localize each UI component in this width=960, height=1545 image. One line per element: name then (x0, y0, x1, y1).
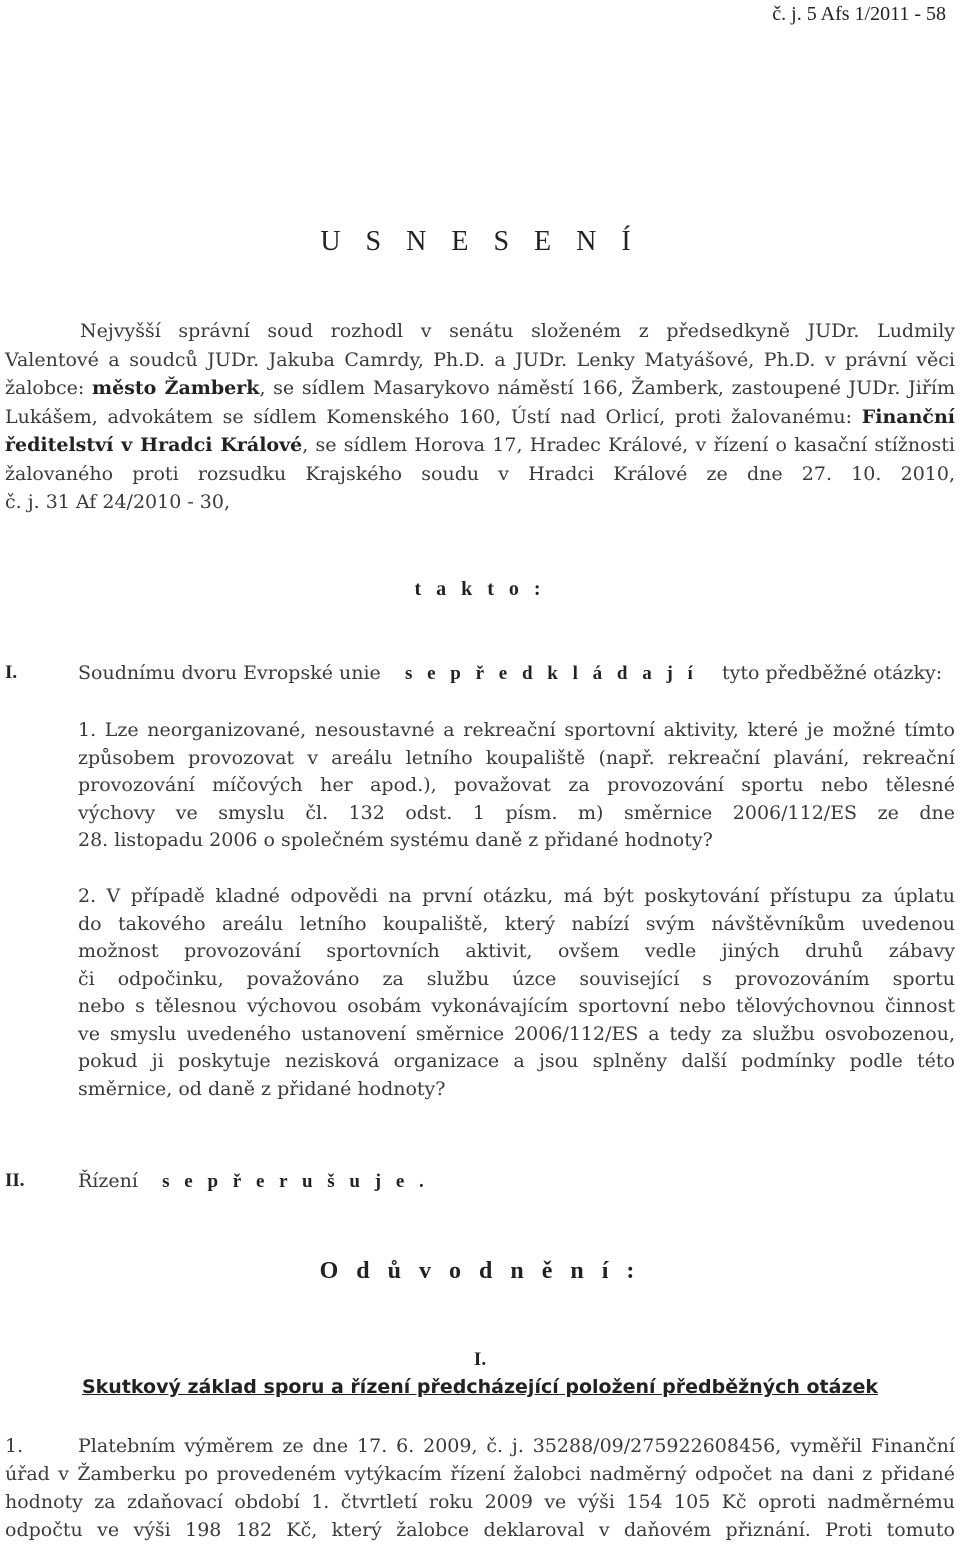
verdict-ii-spaced: s e p ř e r u š u j e . (162, 1171, 429, 1192)
question-line: do takového areálu letního koupaliště, který nabízí svým návštěvníkům uvedenou (78, 912, 955, 935)
section-number: I. (473, 1349, 487, 1370)
paragraph-number: 1. (5, 1435, 24, 1457)
takto-heading: t a k t o : (414, 578, 546, 600)
intro-line (5, 431, 955, 460)
section-title: Skutkový základ sporu a řízení předcházející položení předběžných otázek (81, 1376, 879, 1398)
question-line: ve smyslu uvedeného ustanovení směrnice 2006/112/ES a tedy za službu osvobozenou, (78, 1022, 955, 1045)
question-line: výchovy ve smyslu čl. 132 odst. 1 písm. m) směrnice 2006/112/ES ze dne (78, 801, 955, 824)
question-1 (78, 717, 955, 855)
defendant-name: Finanční (861, 405, 955, 428)
question-line: možnost provozování sportovních aktivit, ovšem vedle jiných druhů zábavy (78, 940, 955, 962)
verdict-i-pre: Soudnímu dvoru Evropské unie (78, 662, 381, 684)
intro-line: žalovaného proti rozsudku Krajského soudu v Hradci Králové ze dne 27. 10. 2010, (5, 462, 955, 485)
question-line: směrnice, od daně z přidané hodnoty? (78, 1077, 446, 1100)
question-line: 1. Lze neorganizované, nesoustavné a rekreační sportovní aktivity, které je možné tímto (78, 719, 955, 741)
question-line: nebo s tělesnou výchovou osobám vykonávajícím sportovní nebo tělovýchovnou činnost (78, 995, 955, 1017)
question-line: 28. listopadu 2006 o společném systému daně z přidané hodnoty? (78, 829, 713, 851)
document-title: U S N E S E N Í (320, 226, 640, 257)
verdict-ii-text (78, 1170, 429, 1193)
question-line: provozování míčových her apod.), považovat za provozování sportu nebo tělesné (78, 774, 955, 796)
intro-line (5, 403, 955, 432)
intro-line: č. j. 31 Af 24/2010 - 30, (5, 491, 231, 513)
verdict-i-post: tyto předběžné otázky: (722, 662, 943, 684)
paragraph-line (5, 1432, 955, 1460)
question-line: 2. V případě kladné odpovědi na první otázku, má být poskytování přístupu za úplatu (78, 885, 955, 907)
paragraph-text: Platebním výměrem ze dne 17. 6. 2009, č. j. 35288/09/275922608456, vyměřil Finanční (78, 1435, 955, 1457)
verdict-ii-pre: Řízení (78, 1170, 138, 1192)
intro-line (5, 374, 955, 403)
plaintiff-name: město Žamberk (92, 377, 260, 399)
paragraph-line: hodnoty za zdaňovací období 1. čtvrtletí roku 2009 ve výši 154 105 Kč oproti nadměrnému (5, 1491, 955, 1513)
case-reference: č. j. 5 Afs 1/2011 - 58 (772, 3, 946, 25)
defendant-name-cont: ředitelství v Hradci Králové (5, 434, 303, 456)
paragraph-line: odpočtu ve výši 198 182 Kč, který žalobce deklaroval v daňovém přiznání. Proti tomuto (5, 1519, 955, 1541)
verdict-i-text (78, 662, 955, 685)
verdict-ii-number: II. (5, 1170, 25, 1191)
question-line: způsobem provozovat v areálu letního koupaliště (např. rekreační plavání, rekreační (78, 746, 955, 769)
intro-text: , se sídlem Masarykovo náměstí 166, Žamberk, zastoupené JUDr. Jiřím (259, 377, 955, 399)
reasoning-heading: O d ů v o d n ě n í : (319, 1258, 641, 1284)
intro-line: Valentové a soudců JUDr. Jakuba Camrdy, Ph.D. a JUDr. Lenky Matyášové, Ph.D. v právní věci (5, 348, 955, 371)
intro-text: žalobce: (5, 377, 92, 399)
question-2 (78, 883, 955, 1103)
verdict-i-spaced: s e p ř e d k l á d a j í (404, 663, 698, 684)
question-line: či odpočinku, považováno za službu úzce související s provozováním sportu (78, 967, 955, 990)
reasoning-paragraph-1 (5, 1432, 955, 1544)
intro-line: Nejvyšší správní soud rozhodl v senátu složeném z předsedkyně JUDr. Ludmily (80, 320, 955, 342)
question-line: pokud ji poskytuje nezisková organizace a jsou splněny další podmínky podle této (78, 1050, 955, 1072)
intro-text: , se sídlem Horova 17, Hradec Králové, v řízení o kasační stížnosti (302, 434, 955, 456)
verdict-i-number: I. (5, 662, 18, 683)
paragraph-line: úřad v Žamberku po provedeném vytýkacím řízení žalobci nadměrný odpočet na dani z přidané (5, 1463, 955, 1485)
intro-text: Lukášem, advokátem se sídlem Komenského 160, Ústí nad Orlicí, proti žalovanému: (5, 405, 862, 428)
intro-paragraph (5, 317, 955, 517)
